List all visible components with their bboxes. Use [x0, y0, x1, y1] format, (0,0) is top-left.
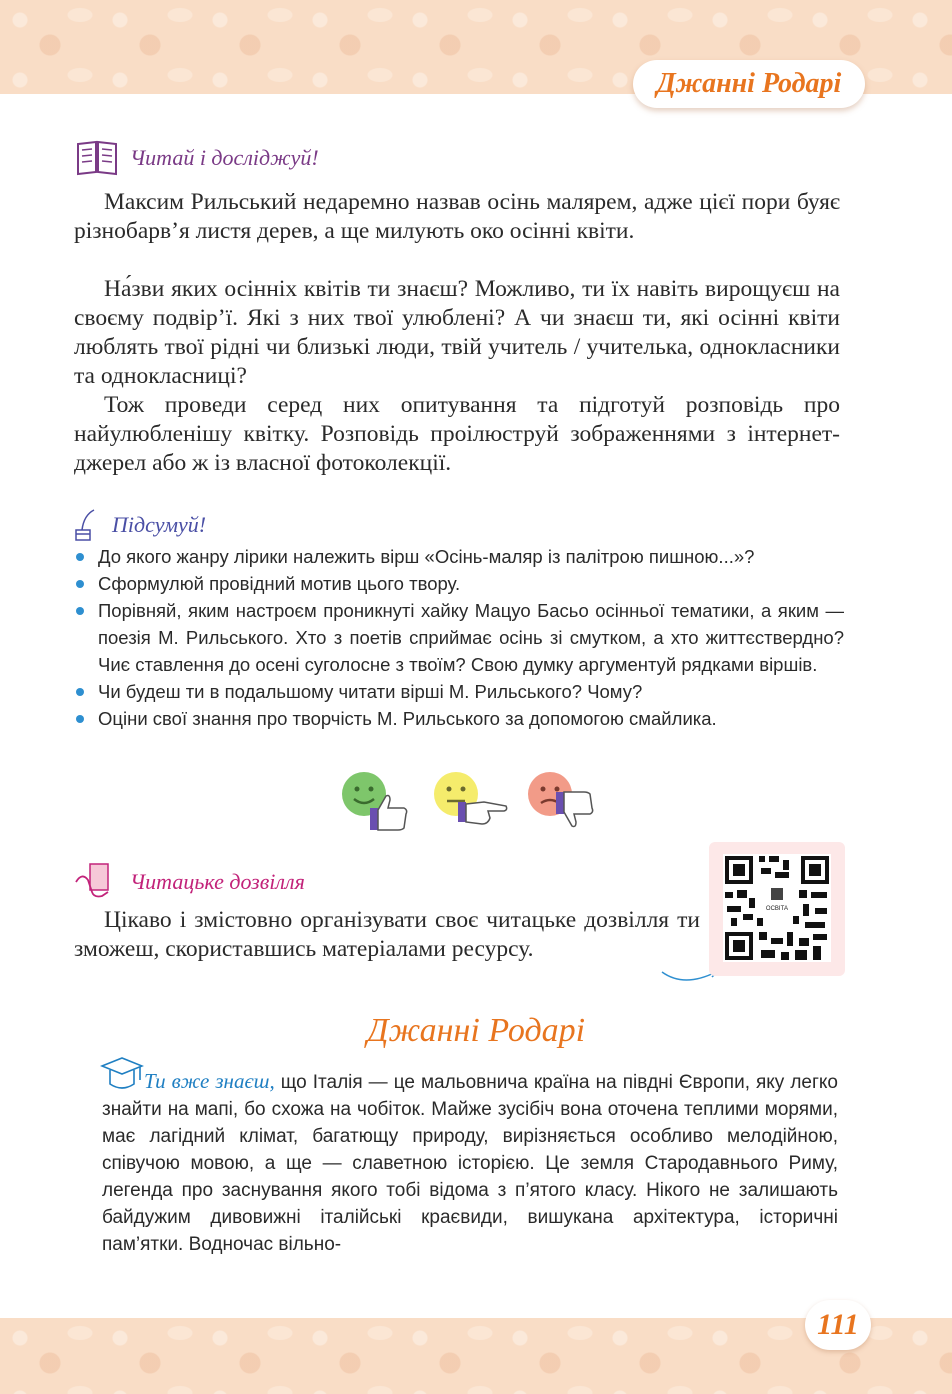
self-assessment-smileys [340, 772, 610, 834]
leisure-heading-text: Читацьке дозвілля [130, 869, 305, 894]
qr-label: ОСВІТА [765, 906, 789, 912]
page-number: 111 [805, 1300, 871, 1350]
tablet-hand-icon [74, 862, 120, 902]
list-item: Оціни свої знання про творчість М. Рильського за допомогою смайлика. [74, 705, 844, 732]
qr-code[interactable] [709, 842, 845, 976]
intro-text: що Італія — це мальовнича країна на півдні Європи, яку легко знайти на мапі, бо схожа на чобіток. Майже зусібіч вона оточена теплими морями, має лагідний клімат, багатющу природу, вирізняється особливо мелодійною, співучою мовою, а ще — славетною історією. Це земля Стародавнього Риму, легенда про заснування якого тобі відома з п’ятого класу. Нікого не залишають байдужим дивовижні італійські краєвиди, вишукана архітектура, історичні пам’ятки. Водночас вільно- [102, 1072, 838, 1255]
list-item: Сформулюй провідний мотив цього твору. [74, 570, 844, 597]
bullet-dot-icon [76, 688, 84, 696]
intro-lead: Ти вже знаєш, [144, 1069, 275, 1093]
open-book-icon [74, 138, 120, 178]
bullet-dot-icon [76, 715, 84, 723]
bullet-dot-icon [76, 607, 84, 615]
chapter-title: Джанні Родарі [366, 1012, 586, 1049]
running-title: Джанні Родарі [656, 68, 842, 99]
chapter-intro-paragraph [102, 1068, 838, 1258]
bullet-dot-icon [76, 553, 84, 561]
running-title-tab [633, 60, 865, 108]
list-item: Чи будеш ти в подальшому читати вірші М. Рильського? Чому? [74, 678, 844, 705]
summary-bullet-list [74, 543, 844, 732]
smiley-thumbs-down-icon[interactable] [528, 772, 572, 816]
read-paragraph-3: Тож проведи серед них опитування та підготуй розповідь про найулюбленішу квітку. Розповідь проілюструй зображеннями з інтернет-джерел або ж із власної фотоколекції. [74, 392, 840, 476]
summary-section-heading [74, 508, 206, 542]
quill-inkwell-icon [74, 508, 102, 542]
read-paragraph-2: На́зви яких осінніх квітів ти знаєш? Можливо, ти їх навіть вирощуєш на своєму подвір’ї. Які з них твої улюблені? А чи знаєш ти, які осінні квіти люблять твої рідні чи близькі люди, твій учитель / учителька, однокласники та однокласниці? [74, 276, 840, 389]
bullet-dot-icon [76, 580, 84, 588]
smiley-pointing-icon[interactable] [434, 772, 478, 816]
smiley-thumbs-up-icon[interactable] [342, 772, 386, 816]
summary-heading-text: Підсумуй! [112, 512, 207, 537]
read-section-heading [74, 138, 319, 178]
leisure-section-heading [74, 862, 305, 902]
read-heading-text: Читай і досліджуй! [130, 145, 319, 170]
list-item: До якого жанру лірики належить вірш «Осінь-маляр із палітрою пишною...»? [74, 543, 844, 570]
leisure-paragraph: Цікаво і змістовно організувати своє читацьке дозвілля ти зможеш, скориставшись матеріалами ресурсу. [74, 907, 700, 962]
list-item: Порівняй, яким настроєм проникнуті хайку Мацуо Басьо осінньої тематики, а яким — поезія М. Рильського. Хто з поетів сприймає осінь зі смутком, а хто життєствердно? Чиє ставлення до осені суголосне з твоїм? Свою думку аргументуй рядками віршів. [74, 597, 844, 678]
read-paragraph-1: Максим Рильський недаремно назвав осінь малярем, адже цієї пори буяє різнобарв’я листя дерев, а ще милують око осінні квіти. [74, 189, 840, 244]
